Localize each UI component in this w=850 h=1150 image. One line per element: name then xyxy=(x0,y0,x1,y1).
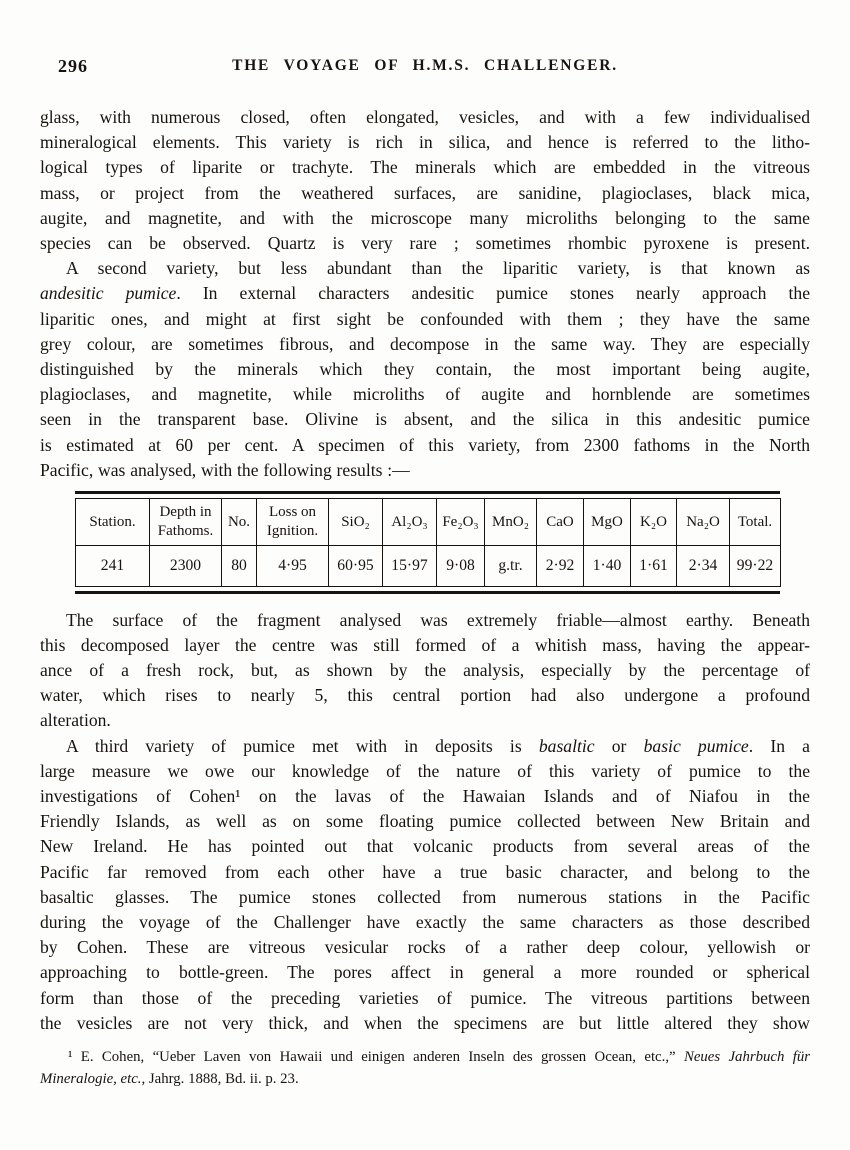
table-header-row xyxy=(76,499,781,546)
table-value-cell: 2·34 xyxy=(677,546,730,587)
table-header-cell: SiO₂ xyxy=(329,499,383,546)
table-header-cell: Al₂O₃ xyxy=(383,499,437,546)
text-line: species can be observed. Quartz is very rare ; sometimes rhombic pyroxene is present. xyxy=(40,233,810,254)
chemical-analysis-table-block xyxy=(75,491,780,594)
text-line: seen in the transparent base. Olivine is absent, and the silica in this andesitic pumice xyxy=(40,409,810,430)
paragraph-fragment-surface xyxy=(40,608,810,734)
text-line: grey colour, are sometimes fibrous, and decompose in the same way. They are especially xyxy=(40,333,810,354)
table-value-cell: 4·95 xyxy=(257,546,329,587)
table-header-cell: No. xyxy=(222,499,257,546)
page-number: 296 xyxy=(58,56,88,76)
text-line: The surface of the fragment analysed was extremely friable—almost earthy. Beneath xyxy=(66,609,810,630)
paragraph-andesitic-pumice xyxy=(40,256,810,483)
text-line: is estimated at 60 per cent. A specimen of this variety, from 2300 fathoms in the North xyxy=(40,434,810,455)
table-value-cell: 60·95 xyxy=(329,546,383,587)
text-line: A second variety, but less abundant than the liparitic variety, is that known as xyxy=(66,258,810,279)
text-line: Pacific, was analysed, with the following results :— xyxy=(40,459,410,480)
table-value-cell: 1·40 xyxy=(584,546,631,587)
text-line: form than those of the preceding varieties of pumice. The vitreous partitions between xyxy=(40,987,810,1008)
body-text xyxy=(40,105,810,1036)
table-header-cell: K₂O xyxy=(631,499,677,546)
text-line: Friendly Islands, as well as on some floating pumice collected between New Britain and xyxy=(40,811,810,832)
footnote-line: Mineralogie, etc., Jahrg. 1888, Bd. ii. p. 23. xyxy=(40,1071,299,1087)
text-line: during the voyage of the Challenger have exactly the same characters as those described xyxy=(40,911,810,932)
table-bottom-rule xyxy=(75,591,780,594)
table-header-cell: Depth in Fathoms. xyxy=(150,499,222,546)
paragraph-basaltic-pumice xyxy=(40,734,810,1036)
table-header-cell: MgO xyxy=(584,499,631,546)
text-line: alteration. xyxy=(40,710,111,731)
text-line: investigations of Cohen¹ on the lavas of the Hawaian Islands and of Niafou in the xyxy=(40,785,810,806)
table-header-cell: CaO xyxy=(537,499,584,546)
text-line: the vesicles are not very thick, and when the specimens are but little altered they show xyxy=(40,1012,810,1033)
running-title: THE VOYAGE OF H.M.S. CHALLENGER. xyxy=(232,57,618,74)
text-line: andesitic pumice. In external characters andesitic pumice stones nearly approach the xyxy=(40,283,810,304)
text-line: by Cohen. These are vitreous vesicular rocks of a rather deep colour, yellowish or xyxy=(40,937,810,958)
text-line: augite, and magnetite, and with the microscope many microliths belonging to the same xyxy=(40,207,810,228)
text-line: A third variety of pumice met with in deposits is basaltic or basic pumice. In a xyxy=(66,735,810,756)
table-value-cell: 241 xyxy=(76,546,150,587)
table-value-cell: 9·08 xyxy=(437,546,485,587)
table-header-cell: Station. xyxy=(76,499,150,546)
page-header xyxy=(40,55,810,79)
table-header-cell: Fe₂O₃ xyxy=(437,499,485,546)
table-header-cell: Total. xyxy=(730,499,781,546)
table-value-cell: 99·22 xyxy=(730,546,781,587)
text-line: this decomposed layer the centre was still formed of a whitish mass, having the appear- xyxy=(40,634,810,655)
text-line: liparitic ones, and might at first sight be confounded with them ; they have the same xyxy=(40,308,810,329)
table-header-cell: Loss on Ignition. xyxy=(257,499,329,546)
text-line: water, which rises to nearly 5, this central portion had also undergone a profound xyxy=(40,685,810,706)
text-line: logical types of liparite or trachyte. The minerals which are embedded in the vitreous xyxy=(40,157,810,178)
footnote-line: ¹ E. Cohen, “Ueber Laven von Hawaii und einigen anderen Inseln des grossen Ocean, etc.,” Neues Jahrbuch für xyxy=(68,1049,810,1065)
table-value-cell: 1·61 xyxy=(631,546,677,587)
table-data-row xyxy=(76,546,781,587)
text-line: large measure we owe our knowledge of the nature of this variety of pumice to the xyxy=(40,760,810,781)
text-line: ance of a fresh rock, but, as shown by the analysis, especially by the percentage of xyxy=(40,659,810,680)
text-line: mass, or project from the weathered surfaces, are sanidine, plagioclases, black mica, xyxy=(40,182,810,203)
chemical-analysis-table xyxy=(75,498,781,587)
table-value-cell: 2·92 xyxy=(537,546,584,587)
text-line: glass, with numerous closed, often elongated, vesicles, and with a few individualised xyxy=(40,107,810,127)
table-value-cell: 2300 xyxy=(150,546,222,587)
table-header-cell: Na₂O xyxy=(677,499,730,546)
table-value-cell: 80 xyxy=(222,546,257,587)
table-header-cell: MnO₂ xyxy=(485,499,537,546)
text-line: approaching to bottle-green. The pores affect in general a more rounded or spherical xyxy=(40,962,810,983)
text-line: New Ireland. He has pointed out that volcanic products from several areas of the xyxy=(40,836,810,857)
text-line: mineralogical elements. This variety is rich in silica, and hence is referred to the litho- xyxy=(40,132,810,153)
text-line: Pacific far removed from each other have a true basic character, and belong to the xyxy=(40,861,810,882)
footnote-cohen-reference xyxy=(40,1046,810,1090)
paragraph-liparitic-variety xyxy=(40,105,810,256)
table-value-cell: 15·97 xyxy=(383,546,437,587)
text-line: basaltic glasses. The pumice stones collected from numerous stations in the Pacific xyxy=(40,886,810,907)
table-value-cell: g.tr. xyxy=(485,546,537,587)
text-line: distinguished by the minerals which they contain, the most important being augite, xyxy=(40,359,810,380)
text-line: plagioclases, and magnetite, while microliths of augite and hornblende are sometimes xyxy=(40,384,810,405)
